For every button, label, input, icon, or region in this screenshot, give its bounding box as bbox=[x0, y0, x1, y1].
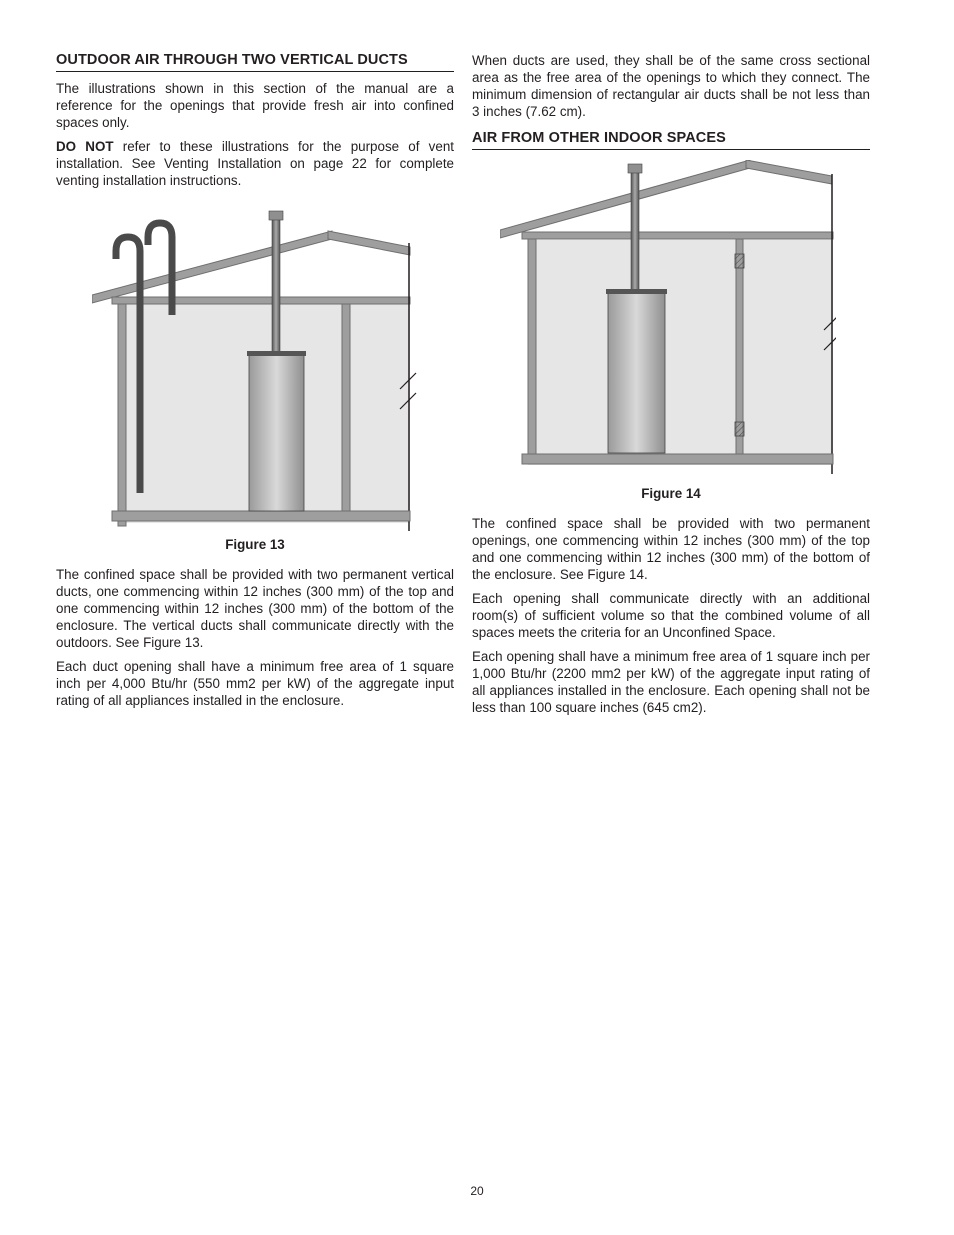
figure-14-caption: Figure 14 bbox=[641, 486, 701, 501]
house-indoor-openings-icon bbox=[500, 160, 836, 480]
left-column bbox=[56, 52, 454, 716]
figure-13-caption: Figure 13 bbox=[225, 537, 285, 552]
figure-14-illustration bbox=[500, 160, 870, 480]
do-not-emphasis: DO NOT bbox=[56, 139, 114, 154]
page-number: 20 bbox=[470, 1184, 484, 1198]
paragraph-vertical-ducts: The confined space shall be provided with two permanent vertical ducts, one commencing within 12 inches (300 mm) of the top and one commencing within 12 inches (300 mm) of the bottom of the enclosure. The vertical ducts shall communicate directly with the outdoors. See Figure 13. bbox=[56, 567, 454, 650]
figure-13-illustration bbox=[92, 209, 454, 531]
paragraph-illustrations-reference: The illustrations shown in this section of the manual are a reference for the openings that provide fresh air into confined spaces only. bbox=[56, 81, 454, 130]
paragraph-duct-opening-area: Each duct opening shall have a minimum free area of 1 square inch per 4,000 Btu/hr (550 mm2 per kW) of the aggregate input rating of all appliances installed in the enclosure. bbox=[56, 659, 454, 708]
right-column bbox=[472, 52, 870, 723]
do-not-rest: refer to these illustrations for the purpose of vent installation. See Venting Installation on page 22 for complete venting installation instructions. bbox=[56, 139, 454, 188]
paragraph-ducts-cross-section: When ducts are used, they shall be of the same cross sectional area as the free area of the openings to which they connect. The minimum dimension of rectangular air ducts shall be not less than 3 inches (7.62 cm). bbox=[472, 53, 870, 119]
paragraph-communicate-additional-room: Each opening shall communicate directly with an additional room(s) of sufficient volume so that the combined volume of all spaces meets the criteria for an Unconfined Space. bbox=[472, 591, 870, 640]
paragraph-two-permanent-openings: The confined space shall be provided with two permanent openings, one commencing within 12 inches (300 mm) of the top and one commencing within 12 inches (300 mm) of the bottom of the enclosure. See Figure 14. bbox=[472, 516, 870, 582]
paragraph-do-not-refer bbox=[56, 138, 454, 189]
house-two-ducts-icon bbox=[92, 209, 417, 531]
section-heading-indoor-air: AIR FROM OTHER INDOOR SPACES bbox=[472, 130, 870, 150]
paragraph-opening-minimum-area: Each opening shall have a minimum free area of 1 square inch per 1,000 Btu/hr (2200 mm2 per kW) of the aggregate input rating of all appliances installed in the enclosure. Each opening shall not be less than 100 square inches (645 cm2). bbox=[472, 649, 870, 715]
section-heading-outdoor-air: OUTDOOR AIR THROUGH TWO VERTICAL DUCTS bbox=[56, 52, 454, 72]
